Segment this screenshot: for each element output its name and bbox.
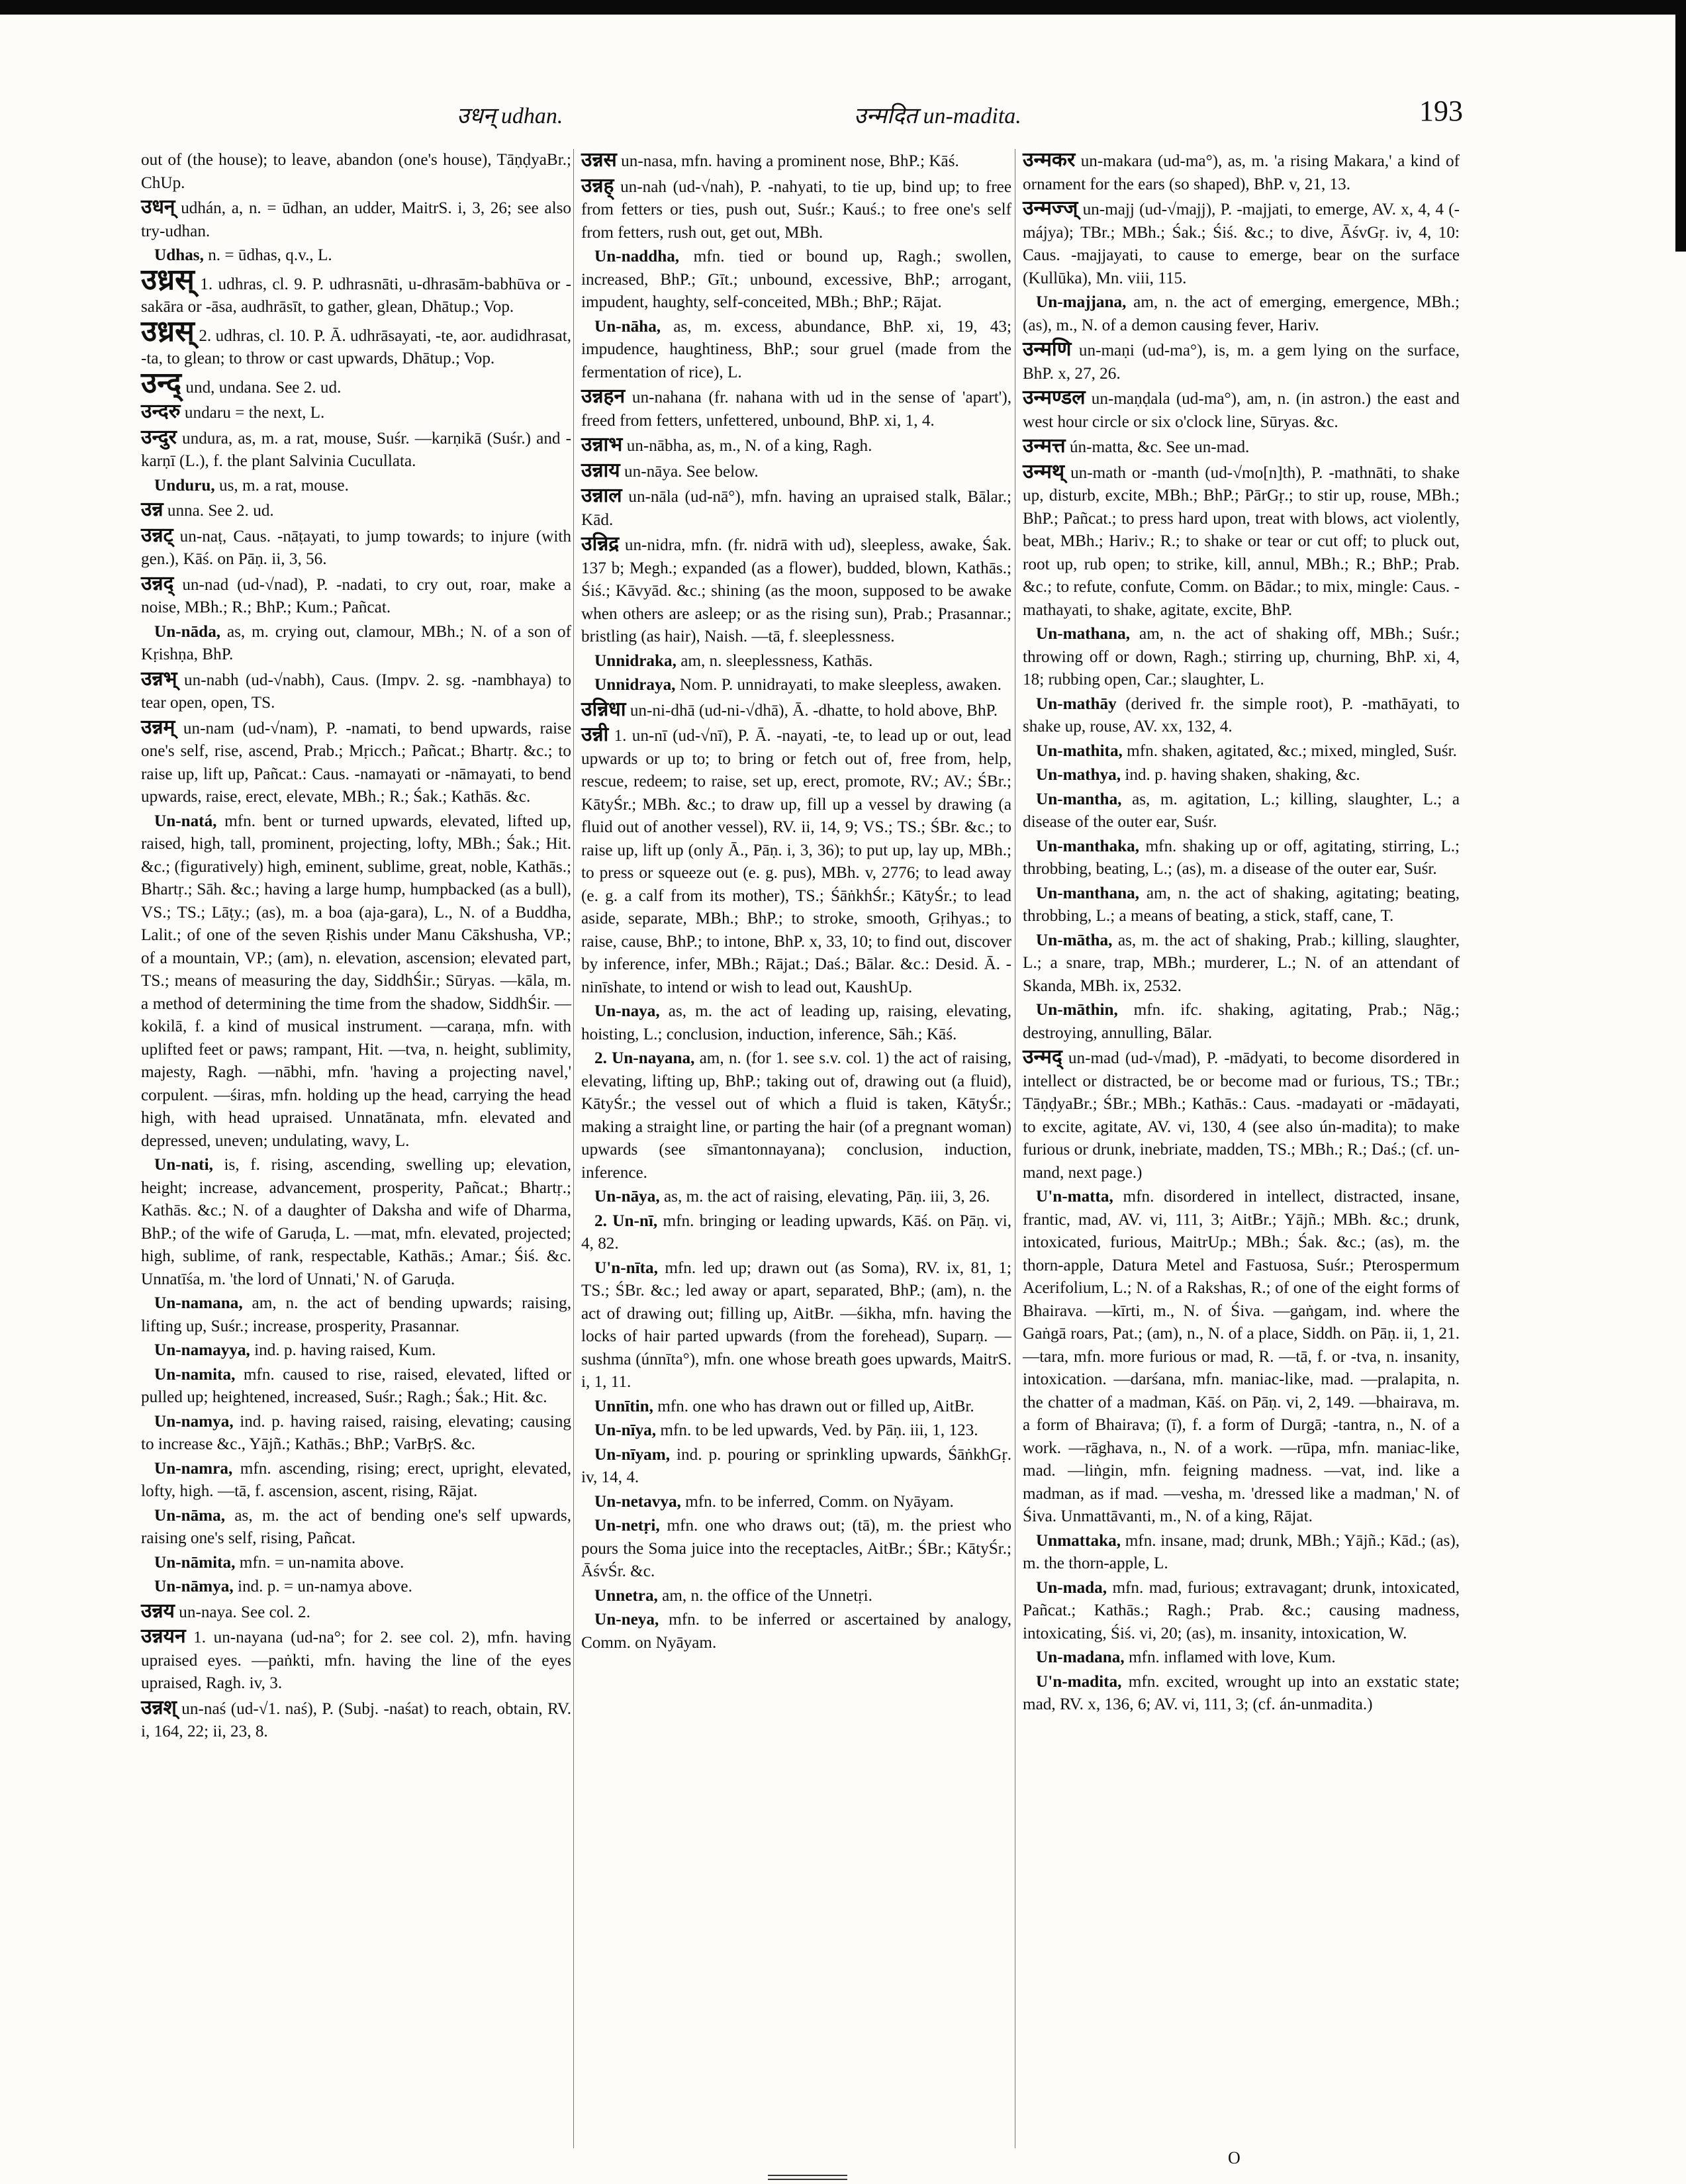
entry-headword: Un-nāda, (154, 622, 221, 641)
dictionary-entry (141, 1505, 571, 1550)
entry-headword: Un-naddha, (594, 248, 680, 265)
devanagari-headword: उन्नाय (581, 459, 620, 481)
dictionary-entry (581, 1419, 1011, 1443)
header-left-guideword: उधन् udhan. (457, 104, 563, 128)
entry-headword: Un-manthaka, (1036, 837, 1140, 855)
entry-definition: as, m. the act of shaking, Prab.; killing, slaughter, L.; a snare, trap, MBh.; murderer, L.; N. of an attendant of Skanda, MBh. ix, 2532. (1023, 931, 1460, 995)
dictionary-entry (141, 244, 571, 267)
dictionary-entry (141, 1552, 571, 1575)
footer-rule (768, 2175, 847, 2180)
devanagari-headword: उन्मकर (1023, 149, 1076, 171)
dictionary-entry (1023, 435, 1460, 459)
entry-definition: un-nāla (ud-nā°), mfn. having an upraised stalk, Bālar.; Kād. (581, 488, 1012, 529)
devanagari-headword: उन्नद् (141, 572, 174, 594)
devanagari-headword: उन्मथ् (1023, 460, 1065, 483)
entry-definition: mfn. caused to rise, raised, elevated, lifted or pulled up; heightened, increased, Suśr.; Ragh.; Śak.; Hit. &c. (141, 1365, 571, 1406)
devanagari-headword: उध्रस् (141, 263, 195, 296)
entry-headword: Un-natá, (154, 812, 217, 830)
entry-definition: am, n. the office of the Unnetṛi. (662, 1586, 872, 1605)
entry-headword: Un-namya, (154, 1412, 234, 1431)
entry-definition: mfn. one who has drawn out or filled up, AitBr. (657, 1397, 974, 1415)
entry-headword: 2. Un-nī, (594, 1211, 658, 1230)
dictionary-entry (141, 475, 571, 498)
entry-headword: Un-nāmita, (154, 1553, 236, 1572)
entry-definition: unna. See 2. ud. (167, 502, 274, 520)
entry-headword: Un-nīyam, (594, 1445, 671, 1464)
entry-headword: Un-mathāy (1036, 694, 1117, 713)
entry-definition: udhán, a, n. = ūdhan, an udder, MaitrS. i, 3, 26; see also try-udhan. (141, 199, 572, 240)
entry-headword: Un-nīya, (594, 1421, 657, 1439)
entry-headword: Un-nati, (154, 1156, 213, 1174)
dictionary-entry (1023, 197, 1460, 290)
devanagari-headword: उन्मद् (1023, 1046, 1062, 1068)
dictionary-entry (141, 621, 571, 667)
entry-headword: U'n-matta, (1036, 1188, 1113, 1206)
dictionary-entry (1023, 882, 1460, 928)
dictionary-entry (141, 366, 571, 400)
entry-headword: Un-mantha, (1036, 790, 1122, 808)
devanagari-headword: उन्नट् (141, 524, 173, 546)
entry-definition: mfn. insane, mad; drunk, MBh.; Yājñ.; Kād.; (as), m. the thorn-apple, L. (1023, 1531, 1460, 1572)
entry-definition: am, n. sleeplessness, Kathās. (680, 651, 873, 670)
dictionary-entry (141, 426, 571, 473)
dictionary-entry (1023, 764, 1460, 787)
entry-definition: mfn. one who draws out; (tā), m. the priest who pours the Soma juice into the receptacles, AitBr.; ŚBr.; KātyŚr.; ĀśvŚr. &c. (581, 1517, 1012, 1580)
entry-definition: is, f. rising, ascending, swelling up; elevation, height; increase, advancement, prosperity, Pañcat.; Bhartṛ.; Kathās. &c.; N. of a daughter of Daksha and wife of Dharma, BhP.; of the wife of Garuḍa, L. —mat, mfn. elevated, projected; high, sublime, of rank, respectable, Kathās.; Amar.; Śiś. &c. Unnatīśa, m. 'the lord of Unnati,' N. of Garuḍa. (141, 1156, 572, 1288)
column-3 (1023, 149, 1460, 1718)
entry-definition: un-nabh (ud-√nabh), Caus. (Impv. 2. sg. -nambhaya) to tear open, open, TS. (141, 671, 572, 712)
dictionary-entry (581, 698, 1011, 723)
devanagari-headword: उधन् (141, 196, 175, 218)
dictionary-entry (141, 1600, 571, 1625)
dictionary-entry (141, 1625, 571, 1695)
dictionary-entry (1023, 149, 1460, 196)
dictionary-entry (1023, 623, 1460, 692)
dictionary-entry (581, 1491, 1011, 1514)
dictionary-entry (1023, 291, 1460, 337)
dictionary-entry (581, 485, 1011, 532)
dictionary-entry (581, 1515, 1011, 1584)
entry-definition: mfn. shaken, agitated, &c.; mixed, mingled, Suśr. (1127, 741, 1457, 760)
column-2 (581, 149, 1011, 1656)
devanagari-headword: उन्दुर (141, 426, 177, 448)
devanagari-headword: उन्नस (581, 149, 617, 171)
dictionary-entry (581, 175, 1011, 245)
entry-definition: ind. p. having shaken, shaking, &c. (1125, 766, 1360, 784)
entry-definition: un-nahana (fr. nahana with ud in the sense of 'apart'), freed from fetters, unfettered, unbound, BhP. xi, 1, 4. (581, 389, 1012, 430)
entry-definition: as, m. agitation, L.; killing, slaughter, L.; a disease of the outer ear, Suśr. (1023, 790, 1460, 831)
devanagari-headword: उध्रस् (141, 314, 195, 348)
dictionary-entry (581, 724, 1011, 999)
devanagari-headword: उन्निद्र (581, 533, 620, 555)
top-black-rule (0, 0, 1686, 15)
dictionary-entry (141, 1576, 571, 1599)
entry-definition: undaru = the next, L. (184, 404, 325, 422)
entry-definition: us, m. a rat, mouse. (219, 476, 349, 495)
dictionary-entry (141, 1154, 571, 1291)
devanagari-headword: उन्दरु (141, 401, 181, 422)
dictionary-entry (581, 246, 1011, 314)
entry-definition: und, undana. See 2. ud. (185, 378, 342, 397)
entry-definition: mfn. inflamed with love, Kum. (1128, 1648, 1336, 1666)
entry-definition: un-maṇḍala (ud-ma°), am, n. (in astron.) the east and west hour circle or six o'clock line, Sūryas. &c. (1023, 390, 1460, 431)
devanagari-headword: उन्नाल (581, 485, 622, 506)
dictionary-entry (141, 716, 571, 809)
devanagari-headword: उन्नाभ (581, 434, 623, 455)
entry-definition: as, m. excess, abundance, BhP. xi, 19, 43; impudence, haughtiness, BhP.; sour gruel (made from the fermentation of rice), L. (581, 317, 1011, 381)
entry-definition: un-nidra, mfn. (fr. nidrā with ud), sleepless, awake, Śak. 137 b; Megh.; expanded (as a flower), budded, blown, Kathās.; Śiś.; Kāvyād. &c.; shining (as the moon, supposed to be awake when others are asleep; or as the rising sun), Prab.; Prasannar.; bristling (as hair), Naish. —tā, f. sleeplessness. (581, 536, 1012, 645)
dictionary-entry (581, 1186, 1011, 1209)
dictionary-entry (581, 1000, 1011, 1046)
entry-headword: Un-nāha, (594, 317, 661, 336)
footer-mark: O (1228, 2148, 1241, 2167)
dictionary-entry (141, 149, 571, 195)
entry-headword: U'n-nīta, (594, 1258, 658, 1277)
dictionary-entry (1023, 1186, 1460, 1529)
dictionary-entry (581, 1257, 1011, 1394)
entry-definition: mfn. ascending, rising; erect, upright, elevated, lofty, high. —tā, f. ascension, ascent, rising, Rājat. (141, 1459, 572, 1500)
dictionary-entry (141, 314, 571, 371)
entry-definition: mfn. to be inferred, Comm. on Nyāyam. (685, 1492, 954, 1511)
entry-definition: (derived fr. the simple root), P. -mathāyati, to shake up, rouse, AV. xx, 132, 4. (1023, 694, 1460, 736)
entry-definition: as, m. the act of raising, elevating, Pāṇ. iii, 3, 26. (663, 1188, 990, 1206)
entry-headword: Unmattaka, (1036, 1531, 1121, 1550)
entry-definition: un-nah (ud-√nah), P. -nahyati, to tie up, bind up; to free from fetters or ties, push out, Suśr.; Kauś.; to free one's self from fetters, rush out, get out, MBh. (581, 177, 1011, 242)
entry-definition: un-nasa, mfn. having a prominent nose, BhP.; Kāś. (621, 152, 959, 170)
entry-headword: Unnidraya, (594, 676, 676, 694)
dictionary-entry (1023, 387, 1460, 434)
entry-definition: 1. un-nī (ud-√nī), P. Ā. -nayati, -te, to lead up or out, lead upwards or up to; to bring or fetch out of, free from, help, rescue, redeem; to raise, set up, erect, promote, RV.; AV.; ŚBr.; KātyŚr.; MBh. &c.; to draw up, fill up a vessel by drawing (a fluid out of another vessel), RV. ii, 14, 9; VS.; TS.; ŚBr. &c.; to raise up, lift up (only Ā., Pāṇ. i, 3, 36); to put up, lay up, MBh.; to press or squeeze out (e. g. pus), MBh. v, 2776; to lead away (e. g. a calf from its mother), TS.; ŚāṅkhŚr.; KātyŚr.; to lead aside, separate, MBh.; BhP.; to stroke, smooth, Gṛihyas.; to raise, cause, BhP.; to intone, BhP. x, 33, 10; to find out, discover by inference, infer, MBh.; Rājat.; Daś.; Bālar. &c.: Desid. Ā. -ninīshate, to intend or wish to lead out, KaushUp. (581, 727, 1012, 996)
entry-definition: mfn. tied or bound up, Ragh.; swollen, increased, BhP.; Gīt.; unbound, excessive, BhP.; arrogant, impudent, haughty, self-conceited, MBh.; BhP.; Rājat. (581, 248, 1012, 311)
dictionary-entry (581, 1210, 1011, 1256)
entry-definition: un-makara (ud-ma°), as, m. 'a rising Makara,' a kind of ornament for the ears (so shaped), BhP. v, 21, 13. (1023, 152, 1460, 193)
entry-definition: as, m. crying out, clamour, MBh.; N. of a son of Kṛishṇa, BhP. (141, 622, 571, 663)
dictionary-entry (141, 1697, 571, 1744)
entry-definition: un-nad (ud-√nad), P. -nadati, to cry out, roar, make a noise, MBh.; R.; BhP.; Kum.; Pañcat. (141, 575, 571, 616)
dictionary-entry (1023, 693, 1460, 739)
devanagari-headword: उन्द् (141, 366, 182, 399)
entry-definition: un-nam (ud-√nam), P. -namati, to bend upwards, raise one's self, rise, ascend, Prab.; Mṛicch.; Pañcat.; Bhartṛ. &c.; to raise up, lift up, Pañcat.: Caus. -namayati or -nāmayati, to bend upwards, raise, erect, elevate, MBh.; R.; Śak.; Kathās. &c. (141, 719, 572, 806)
dictionary-entry (141, 1458, 571, 1503)
entry-definition: un-ni-dhā (ud-ni-√dhā), Ā. -dhatte, to hold above, BhP. (630, 701, 998, 720)
entry-definition: un-majj (ud-√majj), P. -majjati, to emerge, AV. x, 4, 4 (-májya); TBr.; MBh.; Śak.; Śiś. &c.; to dive, ĀśvGṛ. iv, 4, 10: Caus. -majjayati, to cause to emerge, bear on the surface (Kullūka), Mn. viii, 115. (1023, 201, 1460, 287)
entry-definition: mfn. shaking up or off, agitating, stirring, L.; throbbing, beating, L.; (as), m. a disease of the outer ear, Suśr. (1023, 837, 1460, 878)
dictionary-entry (1023, 1577, 1460, 1646)
entry-definition: ind. p. pouring or sprinkling upwards, ŚāṅkhGṛ. iv, 14, 4. (581, 1445, 1012, 1486)
dictionary-entry (581, 650, 1011, 673)
entry-definition: as, m. the act of bending one's self upwards, raising one's self, rising, Pañcat. (141, 1506, 571, 1547)
entry-headword: Un-mathita, (1036, 741, 1123, 760)
dictionary-entry (1023, 788, 1460, 834)
entry-headword: Un-mathya, (1036, 766, 1121, 784)
entry-definition: un-naś (ud-√1. naś), P. (Subj. -naśat) to reach, obtain, RV. i, 164, 22; ii, 23, 8. (141, 1699, 572, 1740)
entry-definition: 2. udhras, cl. 10. P. Ā. udhrāsayati, -te, aor. audidhrasat, -ta, to glean; to throw or cast upwards, Dhātup.; Vop. (141, 326, 571, 367)
dictionary-entry (581, 385, 1011, 432)
entry-definition: mfn. bent or turned upwards, elevated, lifted up, raised, high, tall, prominent, projecting, lofty, MBh.; Śak.; Hit. &c.; (figuratively) high, eminent, sublime, great, noble, Kathās.; Bhartṛ.; Sāh. &c.; having a large hump, humpbacked (as a bull), VS.; TS.; Lāṭy.; (as), m. a boa (aja-gara), L., N. of a Buddha, Lalit.; of one of the seven Ṛishis under Manu Cākshusha, VP.; of a mountain, VP.; (am), n. elevation, ascension; elevated part, TS.; means of measuring the day, SiddhŚir.; Sūryas. —kāla, m. a method of determining the time from the shadow, SiddhŚir. —kokilā, f. a kind of musical instrument. —caraṇa, mfn. with uplifted feet or paws; rampant, Hit. —tva, n. height, sublimity, majesty, Ragh. —nābhi, mfn. 'having a projecting navel,' corpulent. —śiras, mfn. holding up the head, carrying the head high, with head upraised. Unnatānata, mfn. elevated and depressed, uneven; undulating, wavy, L. (141, 812, 571, 1150)
entry-headword: Un-nāya, (594, 1188, 660, 1206)
devanagari-headword: उन्मत्त (1023, 435, 1066, 457)
dictionary-entry (141, 573, 571, 620)
column-1 (141, 149, 571, 1745)
dictionary-entry (581, 1609, 1011, 1654)
dictionary-entry (1023, 1671, 1460, 1717)
entry-headword: Un-naya, (594, 1002, 660, 1020)
entry-headword: Unnītin, (594, 1397, 653, 1415)
dictionary-entry (141, 668, 571, 715)
dictionary-entry (581, 149, 1011, 173)
devanagari-headword: उन्नय (141, 1599, 175, 1622)
devanagari-headword: उन्नभ् (141, 667, 177, 690)
entry-definition: undura, as, m. a rat, mouse, Suśr. —karṇikā (Suśr.) and -karṇī (L.), f. the plant Salvinia Cucullata. (141, 429, 571, 470)
dictionary-entry (581, 1444, 1011, 1490)
dictionary-entry (581, 434, 1011, 458)
entry-definition: mfn. to be inferred or ascertained by analogy, Comm. on Nyāyam. (581, 1611, 1011, 1652)
entry-headword: Un-mathana, (1036, 625, 1131, 643)
dictionary-entry (581, 316, 1011, 385)
dictionary-entry (141, 499, 571, 523)
entry-headword: Un-madana, (1036, 1648, 1125, 1666)
running-header (139, 95, 1463, 139)
entry-headword: Un-namayya, (154, 1341, 250, 1359)
entry-headword: Un-netṛi, (594, 1517, 660, 1535)
dictionary-entry (141, 524, 571, 571)
entry-definition: mfn. mad, furious; extravagant; drunk, intoxicated, Pañcat.; Kathās.; Ragh.; Prab. &c.; causing madness, intoxicating, Śiś. vi, 20; (as), m. insanity, intoxication, W. (1023, 1578, 1460, 1642)
entry-definition: mfn. disordered in intellect, distracted, insane, frantic, mad, AV. vi, 111, 3; AitBr.; Yājñ.; MBh. &c.; drunk, intoxicated, furious, MaitrUp.; MBh.; Śak. &c.; (as), m. the thorn-apple, Datura Metel and Fastuosa, Suśr.; Pterospermum Acerifolium, L.; N. of a Rakshas, R.; of one of the eight forms of Bhairava. —kīrti, m., N. of Śiva. —gaṅgam, ind. where the Gaṅgā roars, Pat.; (am), n., N. of a place, Siddh. on Pāṇ. ii, 1, 21. —tara, mfn. more furious or mad, R. —tā, f. or -tva, n. insanity, intoxication. —darśana, mfn. maniac-like, mad. —pralapita, n. the chatter of a madman, Kāś. on Pāṇ. vi, 2, 149. —bhairava, m. a form of Bhairava; (ī), f. a form of Durgā; -tantra, n., N. of a work. —rāghava, n., N. of a work. —rūpa, mfn. maniac-like, mad. —liṅgin, mfn. feigning madness. —vat, ind. like a madman, as if mad. —vesha, m. 'dressed like a madman,' N. of Śiva. Unmattāvanti, m., N. of a king, Rājat. (1023, 1188, 1460, 1525)
dictionary-entry (581, 533, 1011, 649)
dictionary-entry (581, 1396, 1011, 1419)
dictionary-entry (1023, 835, 1460, 881)
dictionary-entry (1023, 1046, 1460, 1184)
dictionary-entry (141, 1339, 571, 1362)
entry-definition: Nom. P. unnidrayati, to make sleepless, awaken. (679, 676, 1002, 694)
entry-headword: Un-nāma, (154, 1506, 226, 1525)
dictionary-entry (141, 1292, 571, 1338)
entry-headword: Un-nāmya, (154, 1578, 234, 1595)
column-divider (573, 149, 574, 2148)
dictionary-entry (581, 1047, 1011, 1184)
dictionary-entry (141, 263, 572, 319)
entry-headword: 2. Un-nayana, (594, 1049, 695, 1067)
entry-definition: mfn. ifc. shaking, agitating, Prab.; Nāg.; destroying, annulling, Bālar. (1023, 1001, 1460, 1042)
dictionary-entry (141, 401, 571, 425)
entry-definition: 1. un-nayana (ud-na°; for 2. see col. 2), mfn. having upraised eyes. —paṅkti, mfn. having the line of the eyes upraised, Ragh. iv, 3. (141, 1629, 571, 1692)
entry-headword: Un-mātha, (1036, 931, 1113, 949)
entry-definition: ind. p. having raised, Kum. (254, 1341, 436, 1359)
entry-definition: ind. p. having raised, raising, elevating; causing to increase &c., Yājñ.; Kathās.; BhP.; VarBṛS. &c. (141, 1412, 572, 1453)
entry-definition: am, n. the act of shaking off, MBh.; Suśr.; throwing off or down, Ragh.; stirring up, churning, BhP. xi, 4, 18; rubbing open, Car.; slaughter, L. (1023, 625, 1460, 688)
dictionary-entry (1023, 929, 1460, 998)
entry-definition: ind. p. = un-namya above. (237, 1578, 412, 1595)
devanagari-headword: उन्नम् (141, 716, 175, 738)
entry-definition: un-naya. See col. 2. (179, 1603, 310, 1621)
devanagari-headword: उन्न (141, 499, 164, 520)
right-black-rule (1675, 0, 1686, 252)
entry-definition: am, n. the act of shaking, agitating; beating, throbbing, L.; a means of beating, a stick, staff, cane, T. (1023, 884, 1460, 925)
dictionary-entry (141, 810, 571, 1153)
entry-definition: am, n. the act of bending upwards; raising, lifting up, Suśr.; increase, prosperity, Prasannar. (141, 1294, 572, 1335)
devanagari-headword: उन्नी (581, 724, 609, 745)
devanagari-headword: उन्नह् (581, 174, 614, 197)
dictionary-entry (581, 1585, 1011, 1608)
entry-headword: Un-namra, (154, 1459, 233, 1478)
entry-definition: am, n. (for 1. see s.v. col. 1) the act of raising, elevating, lifting up, BhP.; taking out of, drawing out (a fluid), KātyŚr.; the vessel out of which a fluid is taken, KātyŚr.; making a straight line, or parting the hair (of a pregnant woman) upwards (see sīmantonnayana); conclusion, induction, inference. (581, 1049, 1011, 1182)
devanagari-headword: उन्मण्डल (1023, 387, 1086, 408)
entry-definition: un-naṭ, Caus. -nāṭayati, to jump towards; to injure (with gen.), Kāś. on Pāṇ. ii, 3, 56. (141, 527, 571, 568)
dictionary-entry (1023, 740, 1460, 763)
devanagari-headword: उन्मज्ज् (1023, 197, 1078, 219)
entry-headword: Un-netavya, (594, 1492, 681, 1511)
entry-headword: Un-mada, (1036, 1578, 1107, 1597)
entry-headword: Unnetra, (594, 1586, 658, 1605)
entry-headword: Unnidraka, (594, 651, 677, 670)
entry-definition: mfn. = un-namita above. (239, 1553, 404, 1572)
devanagari-headword: उन्नहन (581, 385, 626, 407)
entry-headword: Udhas, (154, 246, 204, 264)
dictionary-entry (1023, 1646, 1460, 1670)
header-right-guideword: उन्मदित un-madita. (854, 104, 1021, 128)
entry-definition: as, m. the act of leading up, raising, elevating, hoisting, L.; conclusion, induction, inference, Sāh.; Kāś. (581, 1002, 1011, 1043)
entry-definition: out of (the house); to leave, abandon (one's house), TāṇḍyaBr.; ChUp. (141, 151, 571, 192)
dictionary-entry (141, 1364, 571, 1409)
entry-headword: Un-majjana, (1036, 293, 1127, 311)
entry-definition: n. = ūdhas, q.v., L. (208, 246, 332, 264)
entry-definition: un-nāya. See below. (624, 462, 759, 481)
dictionary-entry (141, 1411, 571, 1456)
entry-definition: mfn. excited, wrought up into an exstatic state; mad, RV. x, 136, 6; AV. vi, 111, 3; (cf. án-unmadita.) (1023, 1672, 1460, 1713)
entry-headword: Un-manthana, (1036, 884, 1140, 902)
dictionary-entry (581, 459, 1011, 484)
entry-headword: Un-māthin, (1036, 1001, 1118, 1019)
entry-headword: U'n-madita, (1036, 1672, 1122, 1691)
dictionary-entry (1023, 338, 1460, 385)
devanagari-headword: उन्नश् (141, 1696, 177, 1719)
entry-definition: ún-matta, &c. See un-mad. (1069, 438, 1250, 456)
entry-definition: un-math or -manth (ud-√mo[n]th), P. -mathnāti, to shake up, disturb, excite, MBh.; BhP.; PārGṛ.; to stir up, rouse, MBh.; BhP.; Pañcat.; to press hard upon, treat with blows, act violently, beat, MBh.; Hariv.; R.; to shake or tear or cut off; to pluck out, root up, rub open; to strike, kill, annul, MBh.; R.; BhP.; Prab. &c.; to refute, confute, Comm. on Bādar.; to mix, mingle: Caus. -mathayati, to shake, agitate, excite, BhP. (1023, 463, 1460, 619)
entry-headword: Un-neya, (594, 1611, 659, 1629)
page-number: 193 (1419, 95, 1463, 127)
dictionary-entry (1023, 1530, 1460, 1576)
entry-definition: un-nābha, as, m., N. of a king, Ragh. (626, 437, 872, 455)
entry-definition: am, n. the act of emerging, emergence, MBh.; (as), m., N. of a demon causing fever, Hariv. (1023, 293, 1460, 334)
dictionary-entry (1023, 999, 1460, 1045)
entry-definition: 1. udhras, cl. 9. P. udhrasnāti, u-dhrasām-babhūva or -sakāra or -āsa, audhrāsīt, to gather, glean, Dhātup.; Vop. (141, 275, 572, 316)
devanagari-headword: उन्मणि (1023, 338, 1072, 360)
dictionary-entry (581, 674, 1011, 697)
entry-definition: un-maṇi (ud-ma°), is, m. a gem lying on the surface, BhP. x, 27, 26. (1023, 342, 1460, 383)
entry-definition: un-mad (ud-√mad), P. -mādyati, to become disordered in intellect or distracted, be or become mad or furious, TS.; TBr.; TāṇḍyaBr.; ŚBr.; MBh.; Kathās.: Caus. -madayati or -mādayati, to excite, agitate, AV. vi, 130, 4 (see also ún-madita); to make furious or drunk, inebriate, madden, TS.; MBh.; R.; Daś.; (cf. un-mand, next page.) (1023, 1049, 1460, 1182)
devanagari-headword: उन्नयन (141, 1625, 186, 1647)
dictionary-entry (141, 196, 571, 243)
entry-headword: Un-namita, (154, 1365, 236, 1384)
dictionary-entry (1023, 461, 1460, 622)
entry-definition: mfn. bringing or leading upwards, Kāś. on Pāṇ. vi, 4, 82. (581, 1211, 1012, 1253)
entry-definition: mfn. led up; drawn out (as Soma), RV. ix, 81, 1; TS.; ŚBr. &c.; led away or apart, separated, BhP.; (am), n. the act of drawing out; filling up, AitBr. —śikha, mfn. having the locks of hair parted upwards (from the forehead), Suparṇ. —sushma (únnīta°), mfn. one whose breath goes upwards, MaitrS. i, 1, 11. (581, 1258, 1011, 1391)
devanagari-headword: उन्निधा (581, 698, 626, 720)
entry-headword: Un-namana, (154, 1294, 243, 1312)
entry-definition: mfn. to be led upwards, Ved. by Pāṇ. iii, 1, 123. (660, 1421, 978, 1439)
entry-headword: Unduru, (154, 476, 215, 495)
